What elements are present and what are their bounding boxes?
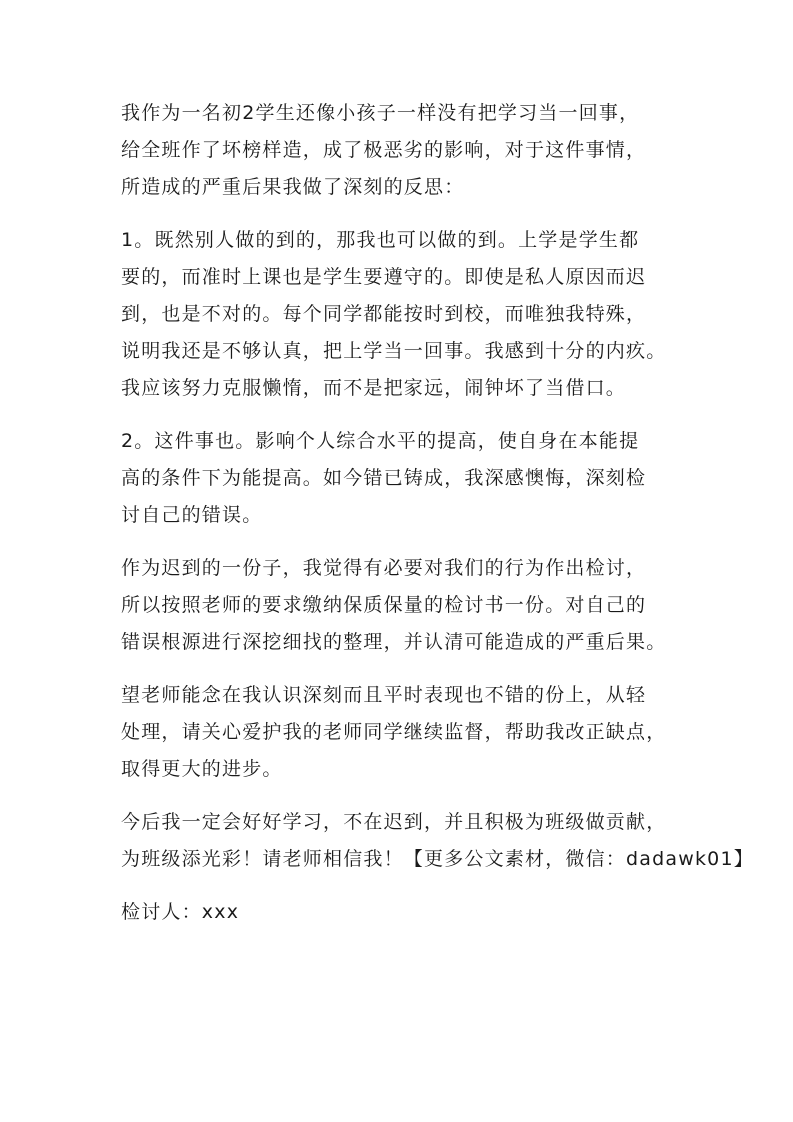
text-line: 我作为一名初2学生还像小孩子一样没有把学习当一回事， bbox=[121, 102, 640, 124]
text-line: 所造成的严重后果我做了深刻的反思： bbox=[121, 176, 465, 198]
point-1-paragraph bbox=[121, 222, 721, 407]
text-line: 错误根源进行深挖细找的整理，并认清可能造成的严重后果。 bbox=[121, 631, 667, 653]
text-line: 到，也是不对的。每个同学都能按时到校，而唯独我特殊， bbox=[121, 303, 647, 325]
text-line: 高的条件下为能提高。如今错已铸成，我深感懊悔，深刻检 bbox=[121, 467, 647, 489]
promise-paragraph bbox=[121, 804, 754, 878]
document-body bbox=[121, 95, 754, 947]
intro-paragraph bbox=[121, 95, 721, 206]
responsibility-paragraph bbox=[121, 550, 721, 661]
text-line: 望老师能念在我认识深刻而且平时表现也不错的份上，从轻 bbox=[121, 684, 647, 706]
text-line: 处理，请关心爱护我的老师同学继续监督，帮助我改正缺点， bbox=[121, 721, 667, 743]
text-line: 为班级添光彩！请老师相信我！【更多公文素材，微信：dadawk01】 bbox=[121, 848, 754, 870]
request-paragraph bbox=[121, 677, 721, 788]
text-line: 所以按照老师的要求缴纳保质保量的检讨书一份。对自己的 bbox=[121, 594, 647, 616]
text-line: 2。这件事也。影响个人综合水平的提高，使自身在本能提 bbox=[121, 430, 640, 452]
signature-line: 检讨人：xxx bbox=[121, 901, 240, 923]
text-line: 要的，而准时上课也是学生要遵守的。即使是私人原因而迟 bbox=[121, 266, 647, 288]
text-line: 说明我还是不够认真，把上学当一回事。我感到十分的内疚。 bbox=[121, 340, 667, 362]
text-line: 今后我一定会好好学习，不在迟到，并且积极为班级做贡献， bbox=[121, 811, 667, 833]
text-line: 我应该努力克服懒惰，而不是把家远，闹钟坏了当借口。 bbox=[121, 377, 627, 399]
text-line: 取得更大的进步。 bbox=[121, 758, 283, 780]
text-line: 讨自己的错误。 bbox=[121, 504, 263, 526]
text-line: 作为迟到的一份子，我觉得有必要对我们的行为作出检讨， bbox=[121, 557, 647, 579]
text-line: 1。既然别人做的到的，那我也可以做的到。上学是学生都 bbox=[121, 229, 640, 251]
text-line: 给全班作了坏榜样造，成了极恶劣的影响，对于这件事情， bbox=[121, 139, 647, 161]
point-2-paragraph bbox=[121, 423, 721, 534]
signature-paragraph bbox=[121, 894, 721, 931]
